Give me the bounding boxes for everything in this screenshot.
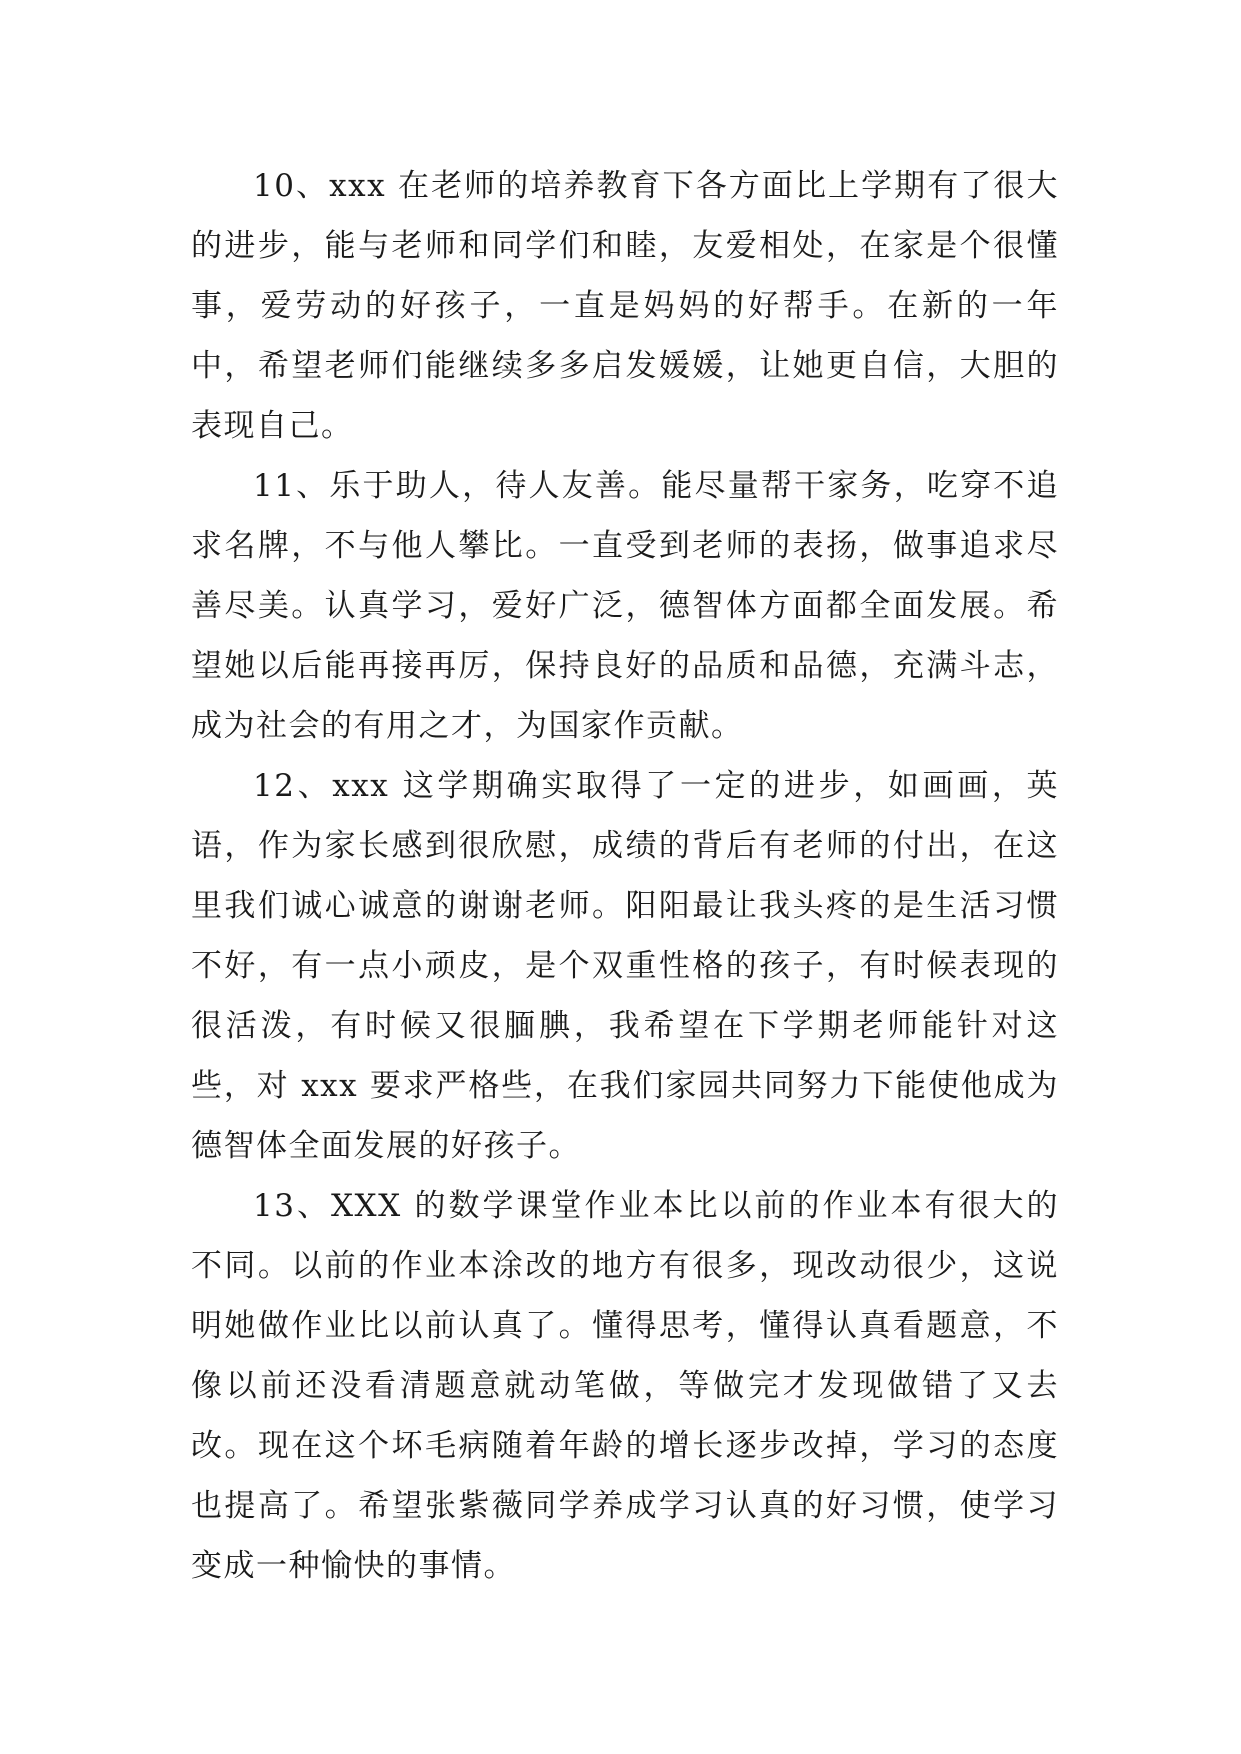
document-body bbox=[191, 156, 1059, 1596]
paragraph-11: 11、乐于助人，待人友善。能尽量帮干家务，吃穿不追求名牌，不与他人攀比。一直受到老师的表扬，做事追求尽善尽美。认真学习，爱好广泛，德智体方面都全面发展。希望她以后能再接再厉，保持良好的品质和品德，充满斗志，成为社会的有用之才，为国家作贡献。 bbox=[191, 468, 1059, 744]
paragraph-13: 13、XXX 的数学课堂作业本比以前的作业本有很大的不同。以前的作业本涂改的地方有很多，现改动很少，这说明她做作业比以前认真了。懂得思考，懂得认真看题意，不像以前还没看清题意就动笔做，等做完才发现做错了又去改。现在这个坏毛病随着年龄的增长逐步改掉，学习的态度也提高了。希望张紫薇同学养成学习认真的好习惯，使学习变成一种愉快的事情。 bbox=[191, 1188, 1059, 1584]
paragraph-12: 12、xxx 这学期确实取得了一定的进步，如画画，英语，作为家长感到很欣慰，成绩的背后有老师的付出，在这里我们诚心诚意的谢谢老师。阳阳最让我头疼的是生活习惯不好，有一点小顽皮，是个双重性格的孩子，有时候表现的很活泼，有时候又很腼腆，我希望在下学期老师能针对这些，对 xxx 要求严格些，在我们家园共同努力下能使他成为德智体全面发展的好孩子。 bbox=[191, 768, 1059, 1164]
paragraph-10: 10、xxx 在老师的培养教育下各方面比上学期有了很大的进步，能与老师和同学们和睦，友爱相处，在家是个很懂事，爱劳动的好孩子，一直是妈妈的好帮手。在新的一年中，希望老师们能继续多多启发媛媛，让她更自信，大胆的表现自己。 bbox=[191, 168, 1059, 444]
